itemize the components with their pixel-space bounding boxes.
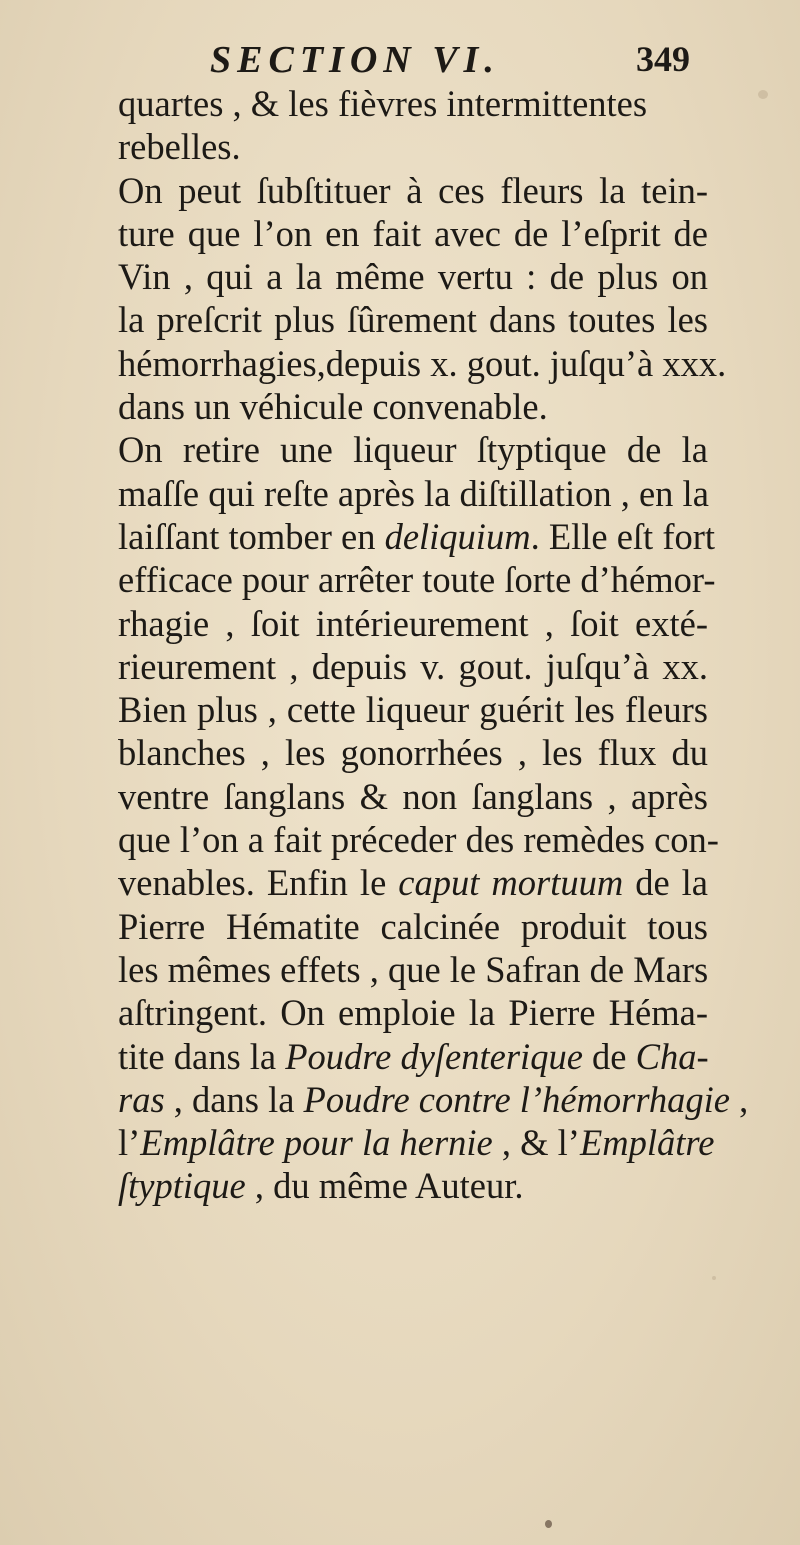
text-run: Bien plus , cette liqueur guérit les fleurs: [118, 689, 708, 731]
text-line: [118, 688, 708, 731]
text-run: tite dans la: [118, 1035, 286, 1077]
text-run: aſtringent. On emploie la Pierre Héma-: [118, 992, 708, 1034]
text-run: , & l’: [492, 1122, 580, 1164]
body-text: [118, 82, 749, 1208]
italic-text: ras: [118, 1078, 165, 1120]
text-run: ventre ſanglans & non ſanglans , après: [118, 775, 708, 817]
page-number: 349: [636, 39, 690, 79]
italic-text: Poudre contre l’hémorrhagie: [303, 1078, 730, 1120]
text-run: rhagie , ſoit intérieurement , ſoit exté-: [118, 602, 708, 644]
text-run: Vin , qui a la même vertu : de plus on: [118, 256, 708, 298]
text-run: maſſe qui reſte après la diſtillation , en la: [118, 472, 709, 514]
text-line: [118, 385, 708, 428]
text-run: venables. Enfin le: [118, 862, 399, 904]
text-run: rieurement , depuis v. gout. juſqu’à xx.: [118, 645, 708, 687]
paper-spot: [545, 1520, 552, 1528]
text-run: ture que l’on en fait avec de l’eſprit de: [118, 212, 708, 254]
text-line: [118, 818, 719, 861]
text-line: [118, 1078, 749, 1121]
italic-text: Emplâtre pour la hernie: [140, 1122, 493, 1164]
text-line: [118, 1121, 715, 1164]
text-line: [118, 602, 708, 645]
italic-text: Poudre dyſenterique: [285, 1035, 583, 1077]
text-run: efficace pour arrêter toute ſorte d’hémor-: [118, 559, 716, 601]
text-run: de: [582, 1035, 636, 1077]
paper-spot: [758, 90, 768, 99]
text-line: [118, 342, 727, 385]
text-line: [118, 515, 716, 558]
text-run: . Elle eſt fort: [530, 515, 716, 557]
text-run: hémorrhagies,depuis x. gout. juſqu’à xxx.: [118, 342, 727, 384]
text-run: quartes , & les fièvres intermittentes: [118, 83, 648, 124]
text-run: la preſcrit plus ſûrement dans toutes les: [118, 299, 708, 341]
text-run: que l’on a fait préceder des remèdes con-: [118, 819, 719, 861]
text-run: On peut ſubſtituer à ces fleurs la tein-: [118, 169, 708, 211]
text-run: , dans la: [164, 1078, 304, 1120]
running-head: SECTION VI.: [210, 39, 500, 81]
paper-spot: [712, 1276, 716, 1280]
text-line: [118, 1164, 708, 1207]
text-line: [118, 645, 708, 688]
text-line: [118, 472, 708, 515]
text-run: , du même Auteur.: [245, 1165, 524, 1207]
text-line: [118, 558, 716, 601]
text-run: de la: [623, 862, 709, 904]
text-run: rebelles.: [118, 126, 241, 168]
text-line: [118, 1035, 708, 1078]
italic-text: Cha-: [635, 1035, 709, 1077]
text-line: [118, 82, 708, 125]
page-header: [210, 38, 690, 86]
text-line: [118, 169, 708, 212]
text-run: Pierre Hématite calcinée produit tous: [118, 905, 708, 947]
text-line: [118, 255, 708, 298]
text-run: blanches , les gonorrhées , les flux du: [118, 732, 708, 774]
text-run: dans un véhicule convenable.: [118, 386, 548, 428]
text-line: [118, 298, 708, 341]
text-line: [118, 861, 708, 904]
text-run: l’: [118, 1122, 141, 1164]
text-run: ,: [729, 1078, 749, 1120]
text-run: On retire une liqueur ſtyptique de la: [118, 429, 708, 471]
italic-text: deliquium: [384, 515, 531, 557]
italic-text: Emplâtre: [579, 1122, 715, 1164]
text-line: [118, 125, 708, 168]
italic-text: caput mortuum: [398, 862, 624, 904]
text-line: [118, 905, 708, 948]
text-line: [118, 948, 708, 991]
text-line: [118, 991, 708, 1034]
text-line: [118, 775, 708, 818]
text-line: [118, 428, 708, 471]
text-line: [118, 212, 708, 255]
text-run: les mêmes effets , que le Safran de Mars: [118, 948, 709, 990]
italic-text: ſtyptique: [118, 1165, 246, 1207]
text-line: [118, 731, 708, 774]
text-run: laiſſant tomber en: [118, 515, 385, 557]
